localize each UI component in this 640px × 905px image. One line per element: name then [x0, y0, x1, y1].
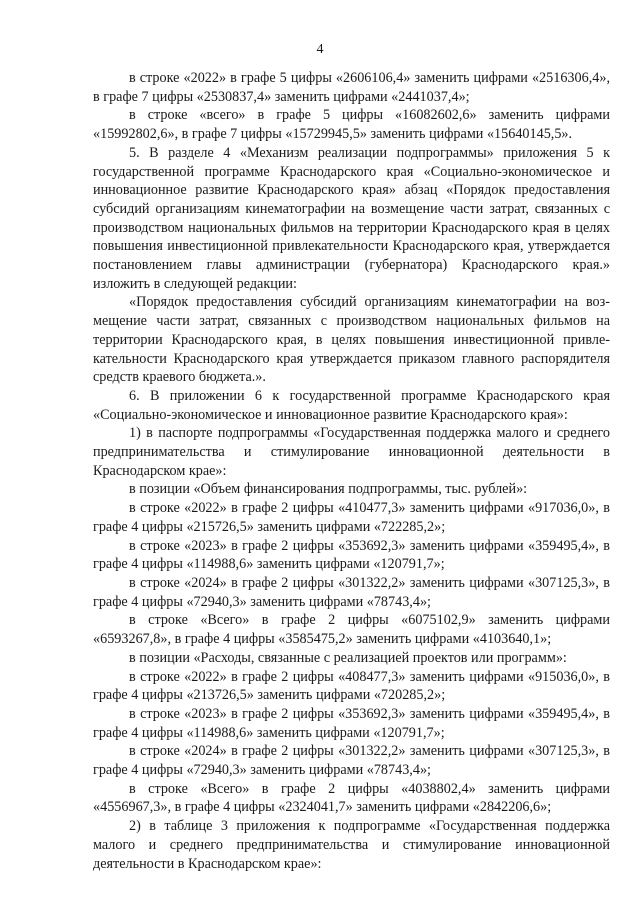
paragraph-expenses-position: в позиции «Расходы, связанные с реализацией проектов или программ»:: [129, 649, 567, 666]
paragraph-total-graph5: в строке «всего» в графе 5 цифры «16082602,6» заменить цифрами «15992802,6», в графе 7 цифры «15729945,5» заменить цифрами «15640145,5».: [93, 107, 610, 143]
paragraph-financing-2023: в строке «2023» в графе 2 цифры «353692,3» заменить цифрами «359495,4», в графе 4 цифры «114988,6» заменить цифрами «120791,7»;: [93, 537, 610, 573]
paragraph-item-5: 5. В разделе 4 «Механизм реализации подпрограммы» приложения 5 к государственной программе Краснодарского края «Социально-экономическое и инновационное развитие Краснодарского края» абзац «Порядок предоставления субсидий организациям кинематографии на возмещение части затрат, связанных с производством национальных фильмов на территории Краснодарского края в целях повышения инвестиционной привлекательности Краснодарского края, утверждается постановлением главы администрации (губернатора) Краснодарского края.» изложить в следующей редакции:: [93, 144, 610, 292]
paragraph-financing-2024: в строке «2024» в графе 2 цифры «301322,2» заменить цифрами «307125,3», в графе 4 цифры «72940,3» заменить цифрами «78743,4»;: [93, 574, 610, 610]
paragraph-new-wording: «Порядок предоставления субсидий организациям кинематографии на возмещение части затрат, связанных с производством национальных фильмов на территории Краснодарского края, в целях повышения инвестиционной привлекательности Краснодарского края утверждается приказом главного распорядителя средств краевого бюджета.».: [93, 294, 610, 386]
paragraph-expenses-2024: в строке «2024» в графе 2 цифры «301322,2» заменить цифрами «307125,3», в графе 4 цифры «72940,3» заменить цифрами «78743,4»;: [93, 743, 610, 779]
document-body: [93, 69, 610, 873]
paragraph-2022-graph5: в строке «2022» в графе 5 цифры «2606106,4» заменить цифрами «2516306,4», в графе 7 цифры «2530837,4» заменить цифрами «2441037,4»;: [93, 70, 610, 105]
page-number: 4: [316, 42, 324, 57]
paragraph-expenses-2022: в строке «2022» в графе 2 цифры «408477,3» заменить цифрами «915036,0», в графе 4 цифры «213726,5» заменить цифрами «720285,2»;: [93, 668, 610, 704]
paragraph-financing-position: в позиции «Объем финансирования подпрограммы, тыс. рублей»:: [129, 481, 528, 498]
paragraph-financing-2022: в строке «2022» в графе 2 цифры «410477,3» заменить цифрами «917036,0», в графе 4 цифры «215726,5» заменить цифрами «722285,2»;: [93, 500, 610, 535]
paragraph-expenses-2023: в строке «2023» в графе 2 цифры «353692,3» заменить цифрами «359495,4», в графе 4 цифры «114988,6» заменить цифрами «120791,7»;: [93, 705, 610, 741]
paragraph-item-6: 6. В приложении 6 к государственной программе Краснодарского края «Социально-экономическое и инновационное развитие Краснодарского края»:: [93, 387, 610, 423]
paragraph-expenses-total: в строке «Всего» в графе 2 цифры «4038802,4» заменить цифрами «4556967,3», в графе 4 цифры «2324041,7» заменить цифрами «2842206,6»;: [93, 780, 610, 816]
paragraph-subitem-1: 1) в паспорте подпрограммы «Государственная поддержка малого и среднего предпринимательства и стимулирование инновационной деятельности в Краснодарском крае»:: [93, 425, 610, 479]
paragraph-subitem-2: 2) в таблице 3 приложения к подпрограмме «Государственная поддержка малого и среднего предпринимательства и стимулирование инновационной деятельности в Краснодарском крае»:: [93, 818, 610, 872]
paragraph-financing-total: в строке «Всего» в графе 2 цифры «6075102,9» заменить цифрами «6593267,8», в графе 4 цифры «3585475,2» заменить цифрами «4103640,1»;: [93, 612, 610, 648]
